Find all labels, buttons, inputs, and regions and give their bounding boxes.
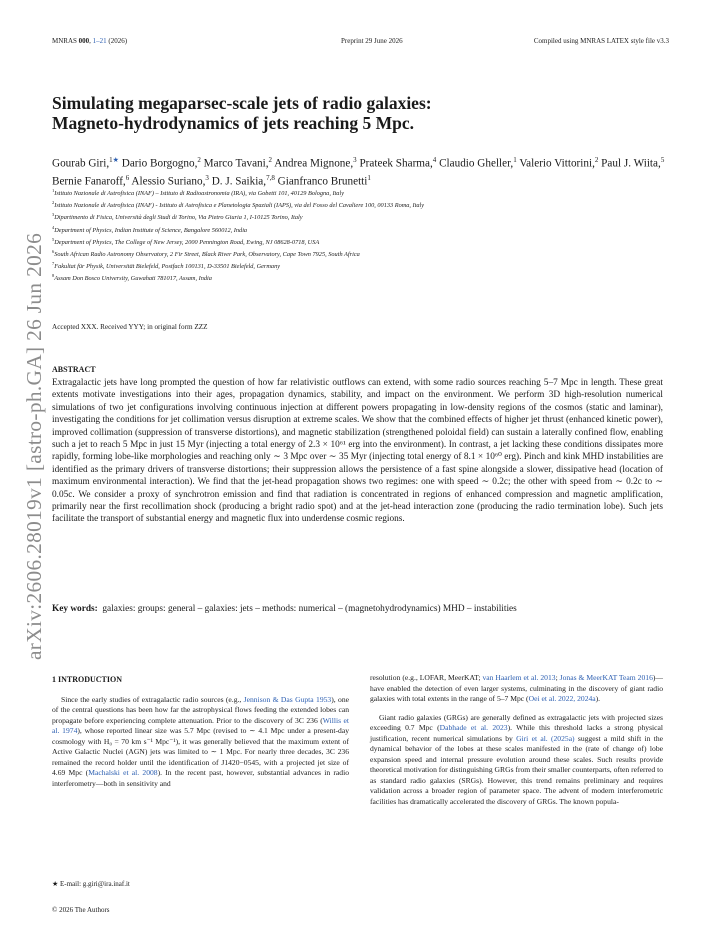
affiliation-number: 5 <box>52 236 55 242</box>
affiliation-item <box>52 247 672 259</box>
author-affiliation-number: 1 <box>367 174 371 183</box>
citation-link[interactable]: Oei et al. 2022, 2024a <box>528 694 596 703</box>
author-name: Valerio Vittorini, <box>519 157 595 170</box>
citation-link[interactable]: Machalski et al. 2008 <box>88 768 158 777</box>
right-column <box>370 673 663 807</box>
paper-title: Simulating megaparsec-scale jets of radio galaxies: Magneto-hydrodynamics of jets reaching 5 Mpc. <box>52 93 432 133</box>
intro-paragraph-1-continued: resolution (e.g., LOFAR, MeerKAT; van Haarlem et al. 2013; Jonas & MeerKAT Team 2016)—have enabled the detection of even larger systems, culminating in the discovery of giant radio galaxies with total extents in the range of 5–7 Mpc (Oei et al. 2022, 2024a). <box>370 673 663 703</box>
affiliation-text: South African Radio Astronomy Observatory, 2 Fir Street, Black River Park, Observatory, Cape Town 7925, South Africa <box>54 251 360 259</box>
author-name: Dario Borgogno, <box>121 157 198 170</box>
affiliation-item <box>52 223 672 235</box>
author-affiliation-number: 3 <box>205 174 209 183</box>
running-header-journal: MNRAS 000, 1–21 (2026) <box>52 37 128 45</box>
author-name: Gianfranco Brunetti <box>277 175 368 188</box>
affiliation-number: 8 <box>52 273 55 279</box>
affiliation-item <box>52 235 672 247</box>
author-affiliation-number: 2 <box>594 156 599 164</box>
copyright-notice: © 2026 The Authors <box>52 906 110 914</box>
affiliation-item <box>52 186 672 198</box>
author-name: Andrea Mignone, <box>274 157 354 170</box>
author-name: Claudio Gheller, <box>439 157 514 170</box>
affiliation-number: 7 <box>52 261 55 267</box>
affiliation-number: 4 <box>52 224 55 230</box>
author-affiliation-number: 2 <box>197 156 201 164</box>
author-name: Bernie Fanaroff, <box>52 175 126 188</box>
running-header-preprint: Preprint 29 June 2026 <box>341 37 403 45</box>
affiliation-text: Assam Don Bosco University, Guwahati 781017, Assam, India <box>54 275 212 283</box>
email-footnote: ★ E-mail: g.giri@ira.inaf.it <box>52 880 130 888</box>
page-range-link[interactable]: 1–21 <box>92 37 107 45</box>
received-accepted-line: Accepted XXX. Received YYY; in original form ZZZ <box>52 323 208 331</box>
author-affiliation-number: 3 <box>353 156 357 164</box>
affiliation-number: 3 <box>52 212 55 218</box>
intro-paragraph-1: Since the early studies of extragalactic radio sources (e.g., Jennison & Das Gupta 1953), one of the central questions has been how far the astrophysical flows feeding the extended lobes can propagate before experiencing complete attenuation. Prior to the discovery of 3C 236 (Willis et al. 1974), whose reported linear size was 5.7 Mpc (revised to ∼ 4.1 Mpc under a present-day cosmology with H₀ = 70 km s⁻¹ Mpc⁻¹), it was generally believed that the maximum extent of Active Galactic Nuclei (AGN) jets was limited to ∼ 1 Mpc. For nearly three decades, 3C 236 remained the record holder until the identification of J1420−0545, with a projected jet size of 4.69 Mpc (Machalski et al. 2008). In the recent past, however, substantial advances in radio interferometry—both in sensitivity and <box>52 694 350 788</box>
author-name: Paul J. Wiita, <box>601 157 661 170</box>
affiliation-item <box>52 271 672 283</box>
author-affiliation-number: 4 <box>432 156 437 164</box>
author-affiliation-number: 2 <box>268 156 273 164</box>
affiliation-text: Istituto Nazionale di Astrofisica (INAF) - Istituto di Astrofisica e Planetologia Spaziali (IAPS), via del Fosso del Cavaliere 100, 00133 Roma, Italy <box>54 202 425 210</box>
citation-link[interactable]: Giri et al. (2025a) <box>516 733 575 743</box>
keywords-label: Key words: <box>52 604 98 614</box>
author-affiliation-number: 6 <box>125 174 130 183</box>
abstract-text: Extragalactic jets have long prompted the question of how far relativistic outflows can extend, with some radio sources reaching 5–7 Mpc in length. These great extents motivate investigations into their ages, propagation dynamics, stability, and impact on the environment. We perform 3D high-resolution numerical simulations of two jet configurations involving continuous injection at different powers propagating in low-density regions of the cosmos (static and laminar), investigating the conditions for jet collimation versus disruption at extreme scales. We show that the combined effects of higher jet thrust (enhanced kinetic power), improved collimation (suppression of transverse distortions), and magnetic stabilization (strengthened poloidal field) can sustain a laterally confined flow, enabling such a jet to reach 5 Mpc in just 15 Myr (injecting a total energy of 2.3 × 10⁶¹ erg into the environment). In contrast, a jet lacking these conditions dissipates more rapidly, forming lobe-like morphologies and reaching only ∼ 3 Mpc over ∼ 35 Myr (injecting total energy of 8.1 × 10⁶⁰ erg). Pinch and kink MHD instabilities are identified as the primary drivers of transverse distortions; their suppression allows the persistence of a fast spine alongside a slower, dissipative head (location of maximum environmental interaction). We find that the jet-head propagation shows two regimes: one with speed ∼ 0.2c; the other with speed from ∼ 0.2c to ∼ 0.05c. We consider a proxy of synchrotron emission and find that radiation is concentrated in regions of enhanced compression and magnetic amplification, primarily near the first recollimation shock (producing a bright radio spot) and at the jet-head interaction zone (producing the radio termination lobe). Such jets facilitate the transport of substantial energy and magnetic flux into underdense cosmic regions. <box>52 378 663 525</box>
author-affiliation-number: 5 <box>660 156 665 164</box>
citation-link[interactable]: Jonas & MeerKAT Team 2016 <box>559 673 653 682</box>
affiliation-number: 6 <box>52 248 55 254</box>
citation-link[interactable]: Jennison & Das Gupta 1953 <box>243 694 332 704</box>
citation-link[interactable]: van Haarlem et al. 2013 <box>482 673 556 682</box>
author-affiliation-number: 1 <box>109 156 113 164</box>
left-column <box>52 675 349 789</box>
affiliation-text: Department of Physics, The College of New Jersey, 2000 Pennington Road, Ewing, NJ 08628-0718, USA <box>54 238 320 246</box>
author-name: Alessio Suriano, <box>131 175 206 188</box>
keywords <box>52 603 672 615</box>
affiliation-item <box>52 259 672 271</box>
affiliation-list <box>52 186 672 284</box>
citation-link[interactable]: Willis et al. 1974 <box>52 715 349 735</box>
corresponding-author-star-icon[interactable]: ★ <box>112 156 119 164</box>
affiliation-text: Fakultat für Physik, Universität Bielefeld, Postfach 100131, D-33501 Bielefeld, Germany <box>54 263 281 271</box>
affiliation-text: Istituto Nazionale di Astrofisica (INAF) – Istituto di Radioastronomia (IRA), via Gobetti 101, 40129 Bologna, Italy <box>54 190 345 198</box>
affiliation-item <box>52 210 672 222</box>
abstract-heading: ABSTRACT <box>52 365 96 374</box>
affiliation-text: Dipartimento di Fisica, Università degli Studi di Torino, Via Pietro Giuria 1, I-10125 Torino, Italy <box>54 214 303 222</box>
running-header-compiled: Compiled using MNRAS LATEX style file v3.3 <box>533 37 669 45</box>
affiliation-number: 2 <box>52 200 55 206</box>
affiliation-text: Department of Physics, Indian Institute of Science, Bangalore 560012, India <box>54 226 248 234</box>
affiliation-item <box>52 198 672 210</box>
author-name: Gourab Giri, <box>52 157 110 170</box>
author-list <box>52 153 672 189</box>
keywords-text: galaxies: groups: general – galaxies: jets – methods: numerical – (magnetohydrodynamics) MHD – instabilities <box>102 604 517 614</box>
citation-link[interactable]: Dabhade et al. 2023 <box>439 723 508 732</box>
author-affiliation-number: 1 <box>513 156 517 164</box>
intro-paragraph-2: Giant radio galaxies (GRGs) are generally defined as extragalactic jets with projected sizes exceeding 0.7 Mpc (Dabhade et al. 2023). While this threshold lacks a strong physical justification, recent numerical simulations by Giri et al. (2025a) suggest a mild shift in the dynamical behavior of the lobes at these scales manifested in the (rate of change of) lobe expansion speed and internal pressure evolution around these scales. Such results provide theoretical motivation for distinguishing GRGs from their smaller counterparts, often referred to as standard radio galaxies (SRGs). However, this trend remains preliminary and requires validation across a broader region of parameter space. The advent of modern interferometric facilities has dramatically accelerated the discovery of GRGs. The known popula- <box>370 712 663 806</box>
author-name: D. J. Saikia, <box>211 175 267 188</box>
affiliation-number: 1 <box>52 188 55 193</box>
author-name: Marco Tavani, <box>203 157 269 170</box>
author-name: Prateek Sharma, <box>359 157 433 170</box>
author-affiliation-number: 7,8 <box>266 174 275 183</box>
section-heading-introduction: 1 INTRODUCTION <box>52 675 123 684</box>
